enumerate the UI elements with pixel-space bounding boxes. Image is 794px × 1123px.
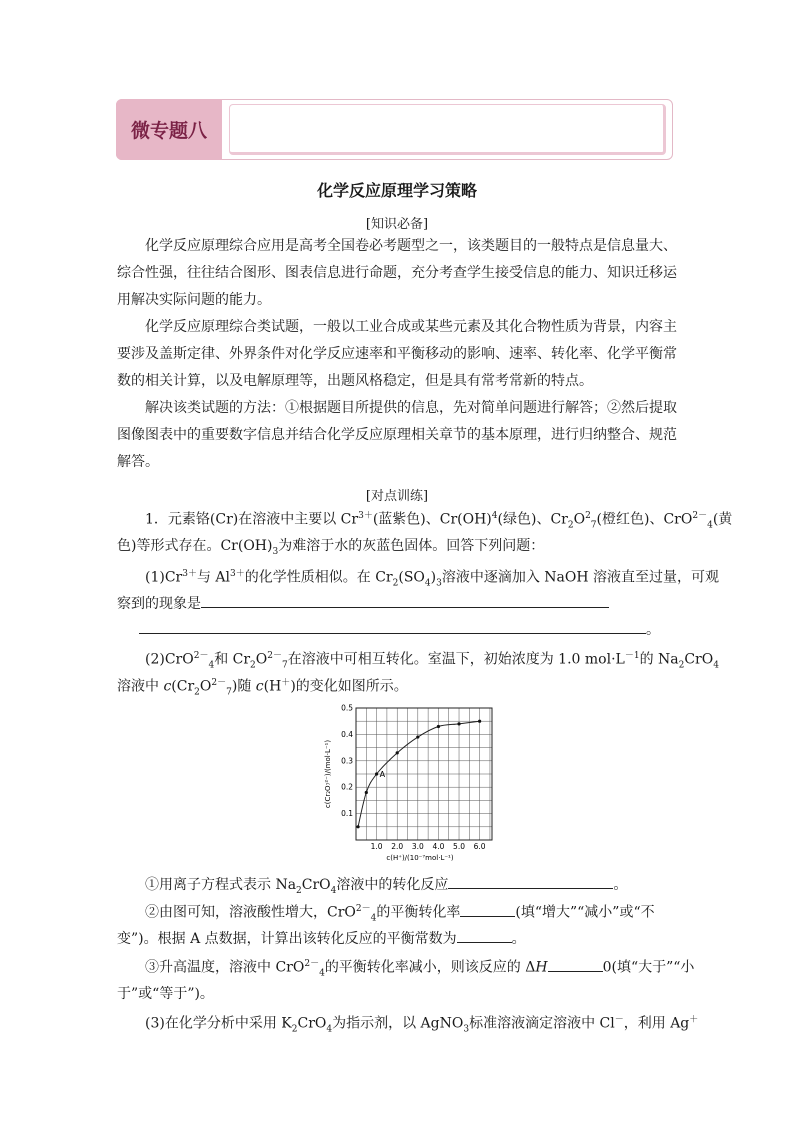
data-point — [365, 791, 368, 794]
chart-ticks — [341, 704, 486, 852]
part-3: (3)在化学分析中采用 $K_2CrO_4$为指示剂，以 AgNO$_3$标准溶液滴定溶液中 Cl－，利用 Ag＋ — [145, 1015, 699, 1035]
answer-blank-1b[interactable] — [139, 619, 646, 634]
x-tick-label: 6.0 — [473, 842, 486, 851]
answer-blank-3[interactable] — [460, 902, 515, 917]
data-point — [416, 735, 419, 738]
x-tick-label: 2.0 — [391, 842, 404, 851]
y-tick-label: 0.1 — [341, 809, 353, 819]
knowledge-label: [知识必备] — [365, 217, 429, 232]
y-tick-label: 0.3 — [341, 756, 353, 766]
paragraph-3: 解决该类试题的方法：①根据题目所提供的信息，先对简单问题进行解答；②然后提取图像图表中的重要数字信息并结合化学反应原理相关章节的基本原理，进行归纳整合、规范解答。 — [117, 400, 677, 470]
question-1-intro: 1．元素铬(Cr)在溶液中主要以 $Cr^{3+}$(蓝紫色)、Cr(OH)$^4$(绿色)、$Cr_2O^2_7$(橙红色)、CrO$^{2-}_4$(黄 — [145, 511, 733, 531]
x-tick-label: 4.0 — [432, 842, 445, 851]
sub-question-2-line-2: 变”)。根据 A 点数据，计算出该转化反应的平衡常数为 。 — [117, 928, 526, 948]
banner-tab: 微专题八 — [116, 99, 222, 160]
y-tick-label: 0.4 — [341, 729, 353, 739]
sub-question-3-line-2: 于”或“等于”)。 — [117, 986, 214, 1002]
data-point — [375, 772, 378, 775]
part-2: (2)CrO$^{2-}_4$和 $Cr_2O^{2-}_7$在溶液中可相互转化。室温下，初始浓度为 1.0 $mol\cdot L^{-1}$的 $Na_2CrO_4$ — [145, 651, 719, 671]
part-1-line-2: 察到的现象是 — [117, 593, 609, 613]
data-point — [356, 825, 359, 828]
sub-question-3: ③升高温度，溶液中 CrO$^{2-}_4$的平衡转化率减小，则该反应的 ΔH 0(填“大于”“小 — [145, 956, 694, 978]
data-point — [457, 722, 460, 725]
x-tick-label: 3.0 — [411, 842, 424, 851]
answer-blank-4[interactable] — [457, 928, 512, 943]
paragraph-2: 化学反应原理综合类试题，一般以工业合成或某些元素及其化合物性质为背景，内容主要涉及盖斯定律、外界条件对化学反应速率和平衡移动的影响、速率、转化率、化学平衡常数的相关计算，以及电解原理等，出题风格稳定，但是具有常考常新的特点。 — [117, 319, 677, 389]
y-tick-label: 0.2 — [341, 782, 353, 792]
chart-annotation-a: A — [379, 770, 386, 779]
answer-blank-2[interactable] — [448, 874, 613, 889]
chart-ylabel: c(Cr₂O₇²⁻)/(mol·L⁻¹) — [324, 739, 332, 809]
x-tick-label: 1.0 — [370, 842, 383, 851]
equilibrium-chart — [320, 700, 500, 866]
section-banner — [116, 99, 673, 160]
part-1-line-3: 。 — [139, 619, 660, 639]
banner-frame — [229, 104, 666, 155]
part-1: $(1)Cr^{3+}$与 $Al^{3+}$的化学性质相似。在 $Cr_2(SO_4)_3$溶液中逐滴加入 NaOH 溶液直至过量，可观 — [145, 569, 720, 589]
training-label: [对点训练] — [365, 489, 429, 504]
y-tick-label: 0.5 — [341, 703, 353, 713]
answer-blank-5[interactable] — [548, 957, 603, 972]
data-point — [396, 751, 399, 754]
x-tick-label: 5.0 — [453, 842, 465, 851]
sub-question-1: ①用离子方程式表示 $Na_2CrO_4$溶液中的转化反应 。 — [145, 874, 627, 896]
sub-question-2: ②由图可知，溶液酸性增大，CrO$^{2-}_4$的平衡转化率 (填“增大”“减小”或“不 — [145, 901, 655, 923]
paragraph-1: 化学反应原理综合应用是高考全国卷必考题型之一，该类题目的一般特点是信息量大、综合性强，往往结合图形、图表信息进行命题，充分考查学生接受信息的能力、知识迁移运用解决实际问题的能力。 — [117, 238, 677, 308]
part-2-line-2: 溶液中 $c(Cr_2O^{2-}_7)$随 c(H＋)的变化如图所示。 — [117, 678, 408, 698]
chart-xlabel: c(H⁺)/(10⁻⁷mol·L⁻¹) — [386, 854, 454, 862]
data-point — [437, 725, 440, 728]
page-title: 化学反应原理学习策略 — [316, 181, 477, 200]
answer-blank-1[interactable] — [201, 593, 609, 608]
question-1-intro-2: 色)等形式存在。$Cr(OH)_3$为难溶于水的灰蓝色固体。回答下列问题： — [117, 538, 545, 557]
data-point — [478, 720, 481, 723]
